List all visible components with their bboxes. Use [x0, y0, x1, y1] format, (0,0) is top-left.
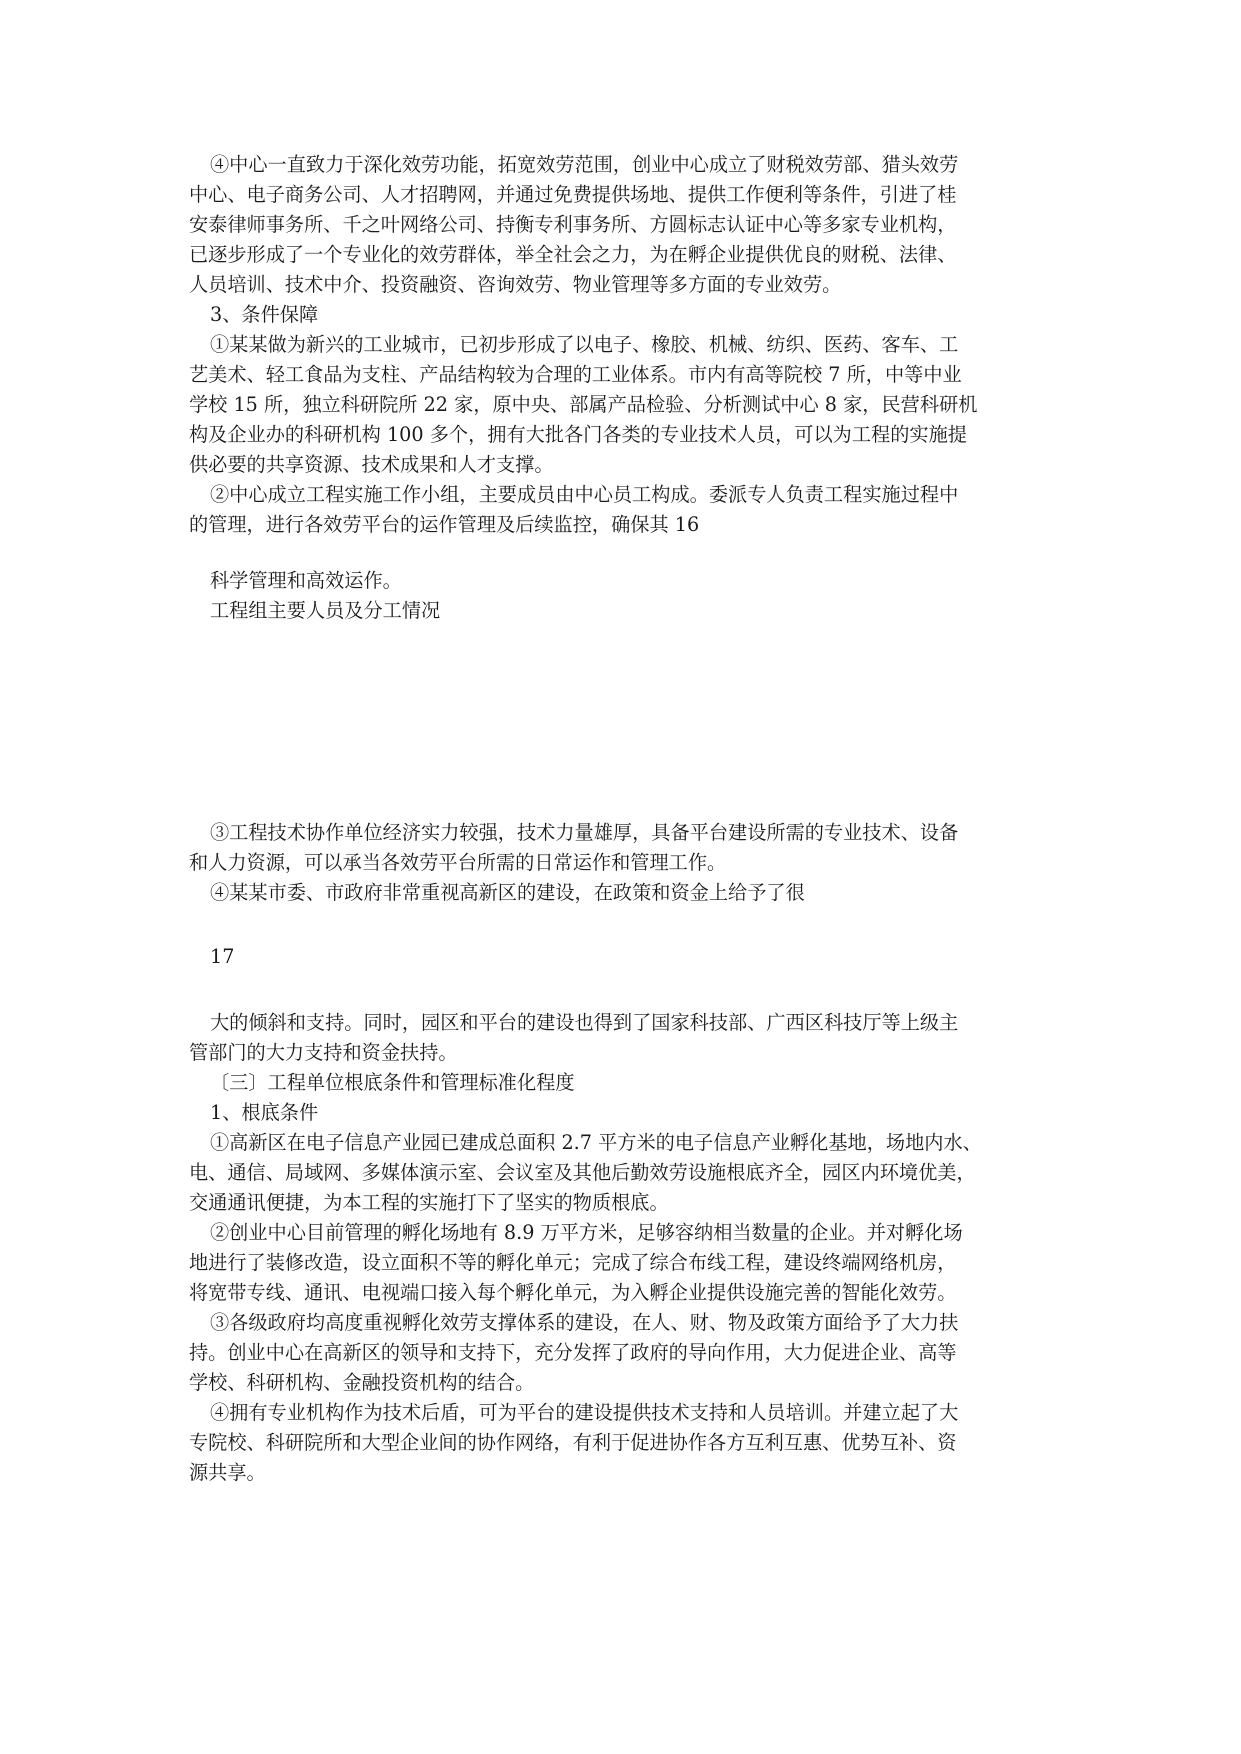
paragraph-line: 源共享。: [189, 1461, 266, 1484]
paragraph-line: 中心、电子商务公司、人才招聘网，并通过免费提供场地、提供工作便利等条件，引进了桂: [189, 183, 957, 206]
paragraph-line: 艺美术、轻工食品为支柱、产品结构较为合理的工业体系。市内有高等院校 7 所，中等中业: [189, 363, 962, 386]
page-number: 17: [210, 945, 235, 968]
paragraph-line: 持。创业中心在高新区的领导和支持下，充分发挥了政府的导向作用，大力促进企业、高等: [189, 1341, 957, 1364]
paragraph-line: 已逐步形成了一个专业化的效劳群体，举全社会之力，为在孵企业提供优良的财税、法律、: [189, 243, 957, 266]
table-caption: 工程组主要人员及分工情况: [210, 599, 441, 622]
paragraph-line: 交通通讯便捷，为本工程的实施打下了坚实的物质根底。: [189, 1191, 669, 1214]
paragraph-line: ③工程技术协作单位经济实力较强，技术力量雄厚，具备平台建设所需的专业技术、设备: [210, 821, 959, 844]
paragraph-line: 大的倾斜和支持。同时，园区和平台的建设也得到了国家科技部、广西区科技厅等上级主: [210, 1011, 959, 1034]
paragraph-line: 电、通信、局域网、多媒体演示室、会议室及其他后勤效劳设施根底齐全，园区内环境优美，: [189, 1161, 976, 1184]
paragraph-line: ①某某做为新兴的工业城市，已初步形成了以电子、橡胶、机械、纺织、医药、客车、工: [210, 333, 959, 356]
section-heading: 3、条件保障: [210, 303, 319, 326]
paragraph-line: ②中心成立工程实施工作小组，主要成员由中心员工构成。委派专人负责工程实施过程中: [210, 483, 959, 506]
paragraph-line: ④某某市委、市政府非常重视高新区的建设，在政策和资金上给予了很: [210, 881, 805, 904]
paragraph-line: 专院校、科研院所和大型企业间的协作网络，有利于促进协作各方互利互惠、优势互补、资: [189, 1431, 957, 1454]
paragraph-line: 将宽带专线、通讯、电视端口接入每个孵化单元，为入孵企业提供设施完善的智能化效劳。: [189, 1281, 957, 1304]
paragraph-line: ③各级政府均高度重视孵化效劳支撑体系的建设，在人、财、物及政策方面给予了大力扶: [210, 1311, 959, 1334]
section-heading: 1、根底条件: [210, 1101, 319, 1124]
paragraph-line: ④拥有专业机构作为技术后盾，可为平台的建设提供技术支持和人员培训。并建立起了大: [210, 1401, 959, 1424]
paragraph-line: 构及企业办的科研机构 100 多个，拥有大批各门各类的专业技术人员，可以为工程的实施提: [189, 423, 967, 446]
paragraph-line: ②创业中心目前管理的孵化场地有 8.9 万平方米，足够容纳相当数量的企业。并对孵化场: [210, 1221, 963, 1244]
paragraph-line: ①高新区在电子信息产业园已建成总面积 2.7 平方米的电子信息产业孵化基地，场地内水、: [210, 1131, 982, 1154]
paragraph-line: 和人力资源，可以承当各效劳平台所需的日常运作和管理工作。: [189, 851, 727, 874]
paragraph-line: 地进行了装修改造，设立面积不等的孵化单元；完成了综合布线工程，建设终端网络机房，: [189, 1251, 957, 1274]
section-heading: 〔三〕工程单位根底条件和管理标准化程度: [210, 1071, 575, 1094]
paragraph-line: 供必要的共享资源、技术成果和人才支撑。: [189, 453, 554, 476]
paragraph-line: 人员培训、技术中介、投资融资、咨询效劳、物业管理等多方面的专业效劳。: [189, 273, 842, 296]
paragraph-line: ④中心一直致力于深化效劳功能，拓宽效劳范围，创业中心成立了财税效劳部、猎头效劳: [210, 153, 959, 176]
paragraph-line: 安泰律师事务所、千之叶网络公司、持衡专利事务所、方圆标志认证中心等多家专业机构，: [189, 213, 957, 236]
paragraph-line: 学校 15 所，独立科研院所 22 家，原中央、部属产品检验、分析测试中心 8 家，民营科研机: [189, 393, 978, 416]
paragraph-line: 的管理，进行各效劳平台的运作管理及后续监控，确保其 16: [189, 513, 700, 536]
paragraph-line: 管部门的大力支持和资金扶持。: [189, 1041, 458, 1064]
paragraph-line: 科学管理和高效运作。: [210, 569, 402, 592]
paragraph-line: 学校、科研机构、金融投资机构的结合。: [189, 1371, 535, 1394]
